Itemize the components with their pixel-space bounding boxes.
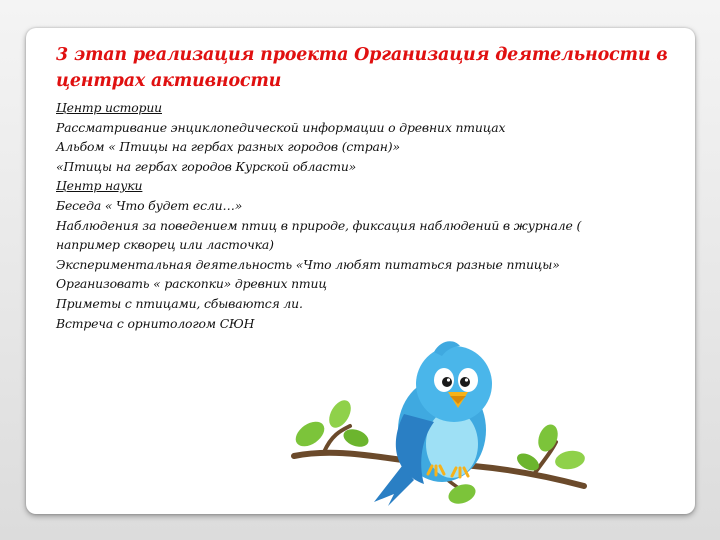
list-item: Встреча с орнитологом СЮН <box>56 315 255 331</box>
list-item: Экспериментальная деятельность «Что любят питаться разные птицы» <box>56 256 560 272</box>
list-item: Альбом « Птицы на гербах разных городов (стран)» <box>56 139 400 155</box>
section-heading-history: Центр истории <box>56 100 162 115</box>
slide-content <box>56 42 676 333</box>
list-item: Рассматривание энциклопедической информации о древних птицах <box>56 119 506 135</box>
section-heading-science: Центр науки <box>56 178 143 194</box>
text-list <box>56 98 676 333</box>
list-item: Беседа « Что будет если…» <box>56 197 243 213</box>
list-item: Наблюдения за поведением птиц в природе, фиксация наблюдений в журнале ( например скворец или ласточка) <box>56 217 582 253</box>
slide-title: 3 этап реализация проекта Организация деятельности в центрах активности <box>56 45 668 91</box>
list-item: Организовать « раскопки» древних птиц <box>56 276 327 292</box>
list-item: «Птицы на гербах городов Курской области» <box>56 158 357 174</box>
list-item: Приметы с птицами, сбываются ли. <box>56 295 303 311</box>
slide-card <box>26 28 695 514</box>
bird-on-branch-icon <box>284 334 594 506</box>
